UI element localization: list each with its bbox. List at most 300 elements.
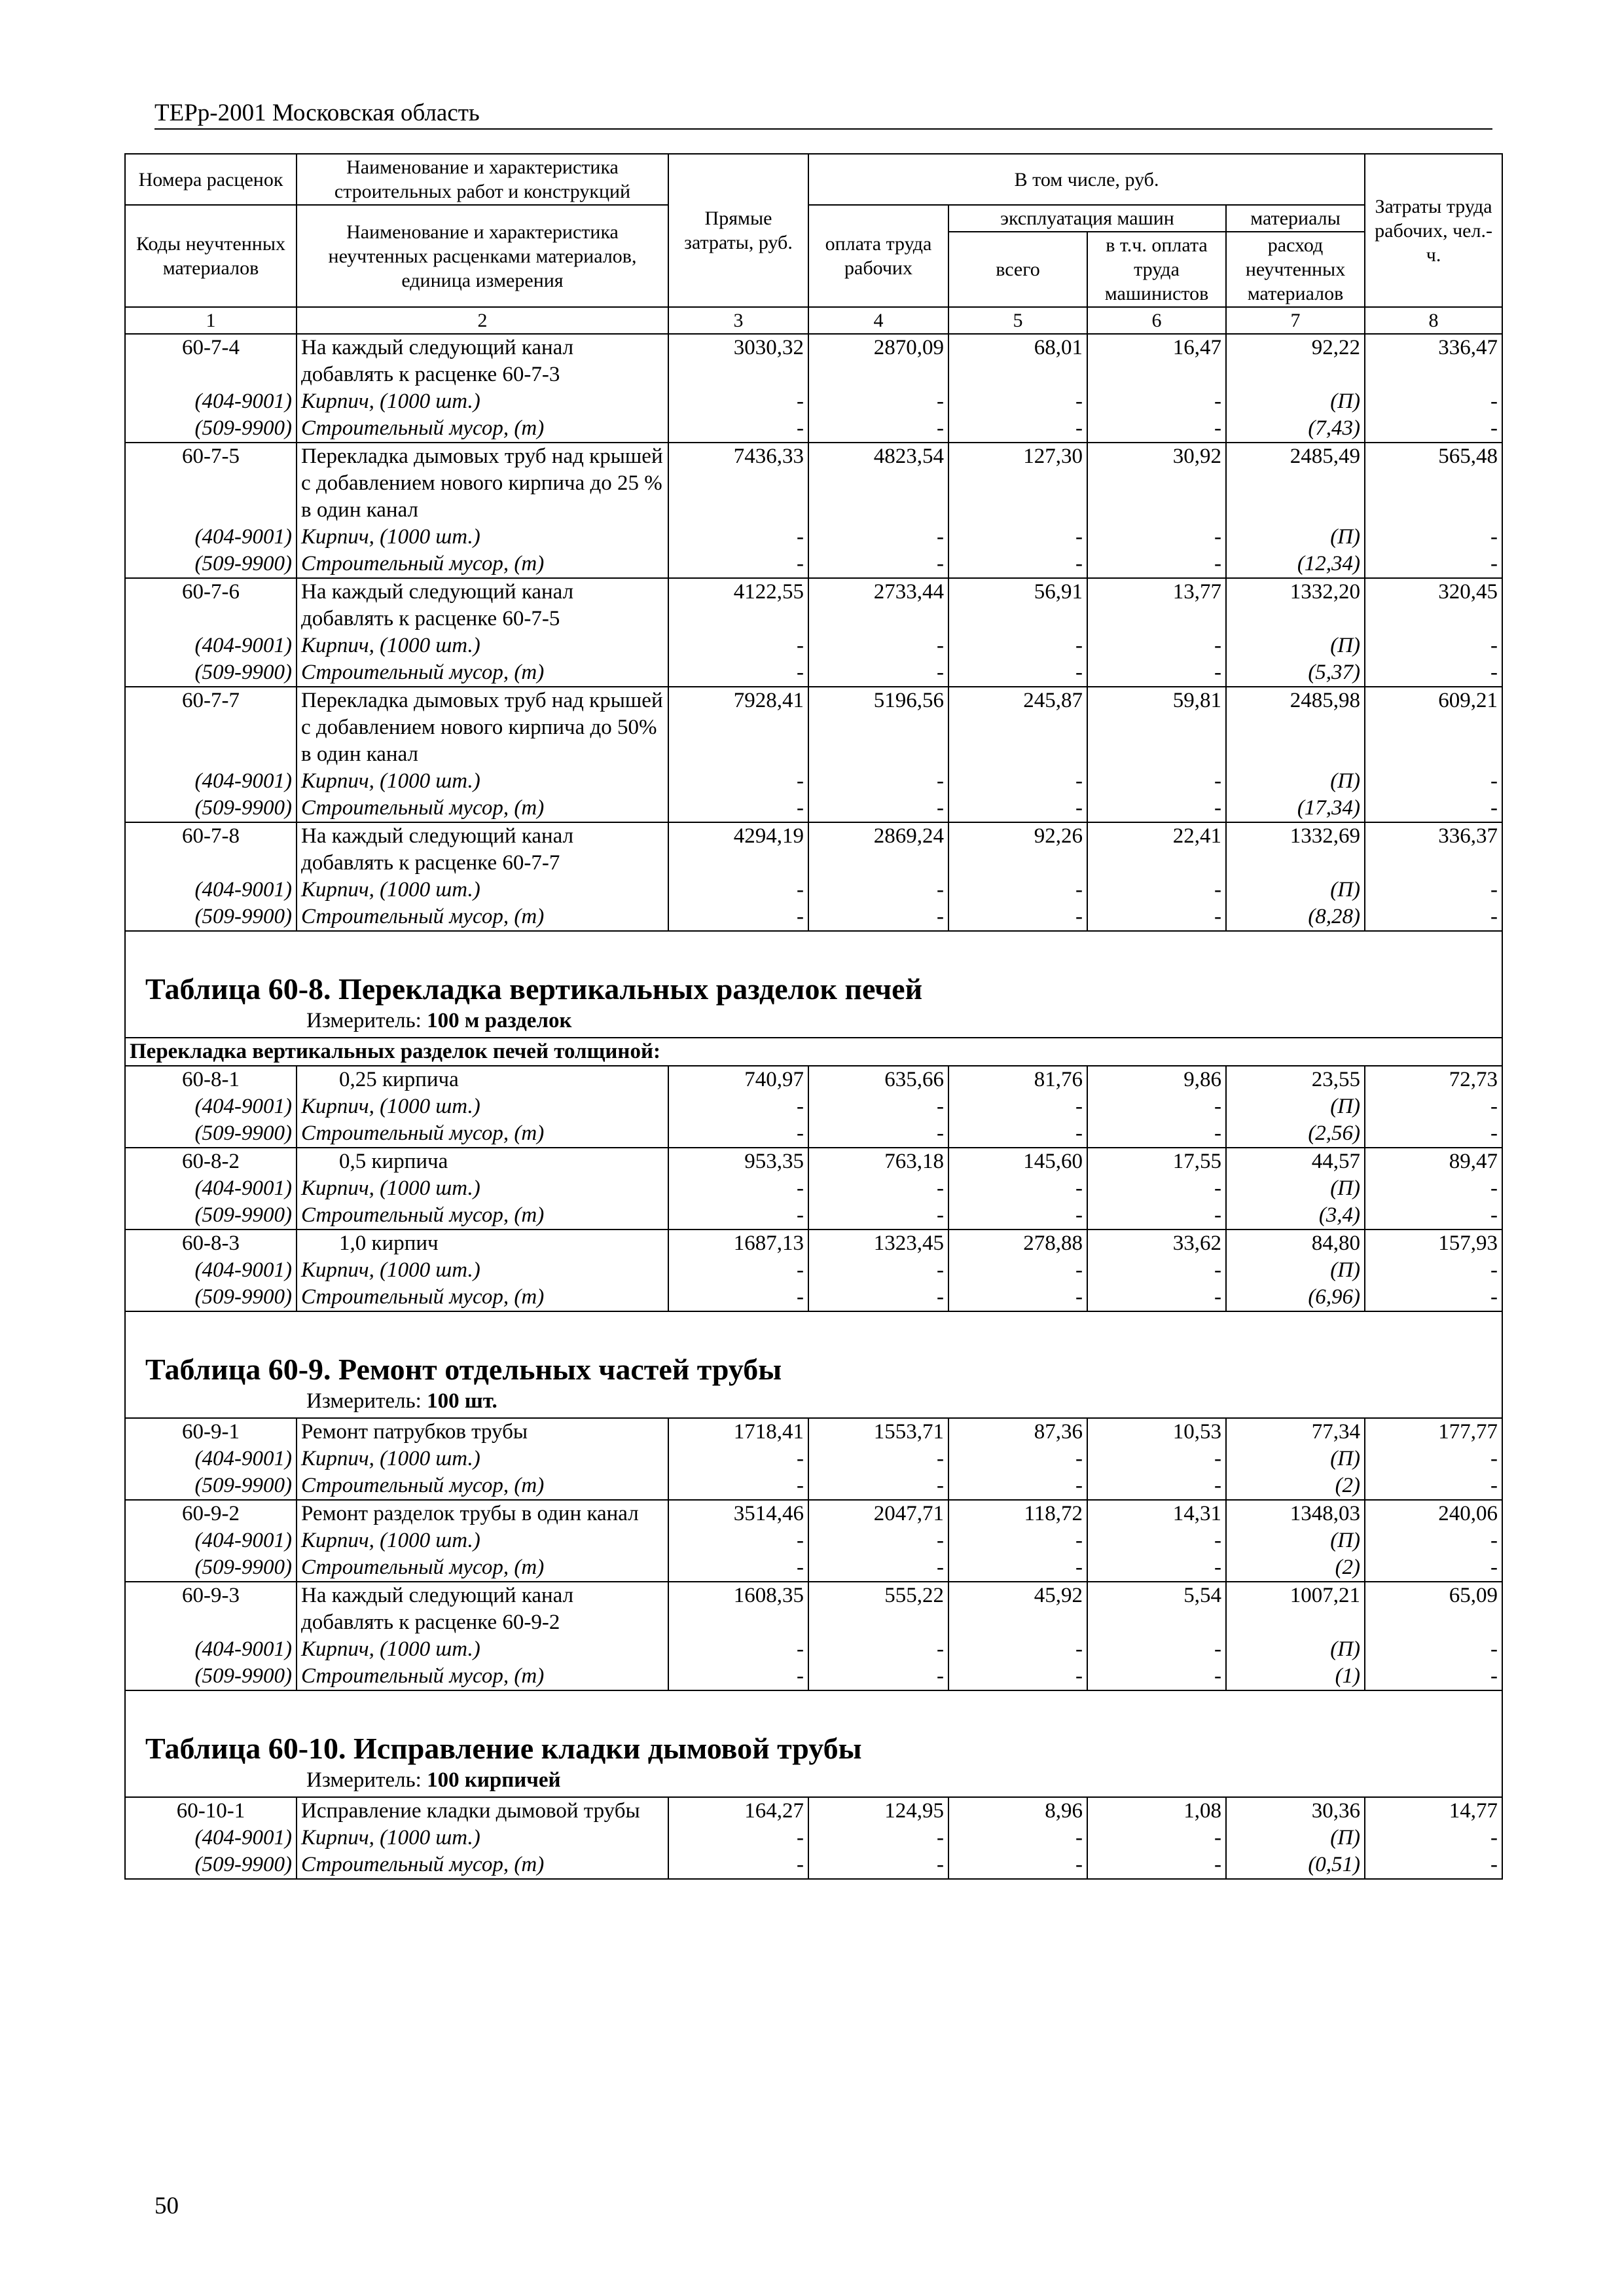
- value-cell: -: [948, 1257, 1087, 1284]
- value-cell: -: [1087, 1851, 1226, 1879]
- subheading: Перекладка вертикальных разделок печей толщиной:: [125, 1038, 1502, 1066]
- value-cell: 2485,98: [1226, 687, 1365, 768]
- value-cell: 118,72: [948, 1500, 1087, 1527]
- table-body: [125, 334, 1502, 1879]
- rate-code: 60-8-3: [125, 1230, 297, 1257]
- measure-value: 100 м разделок: [427, 1009, 572, 1032]
- material-name: Кирпич, (1000 шт.): [297, 524, 668, 551]
- value-cell: -: [1087, 877, 1226, 903]
- value-cell: 14,31: [1087, 1500, 1226, 1527]
- material-code: (404-9001): [125, 1257, 297, 1284]
- value-cell: 953,35: [668, 1148, 808, 1175]
- measure-label: Измеритель:: [306, 1389, 422, 1413]
- value-cell: 2733,44: [808, 578, 948, 632]
- value-cell: -: [808, 524, 948, 551]
- value-cell: -: [808, 1472, 948, 1500]
- value-cell: -: [668, 1851, 808, 1879]
- value-cell: -: [948, 1093, 1087, 1120]
- value-cell: 157,93: [1365, 1230, 1502, 1257]
- material-name: Строительный мусор, (т): [297, 415, 668, 443]
- value-cell: 89,47: [1365, 1148, 1502, 1175]
- material-row: [125, 1636, 1502, 1663]
- value-cell: -: [668, 632, 808, 659]
- value-cell: 87,36: [948, 1418, 1087, 1446]
- material-name: Кирпич, (1000 шт.): [297, 1636, 668, 1663]
- value-cell: -: [948, 903, 1087, 931]
- value-cell: 23,55: [1226, 1066, 1365, 1093]
- value-cell: -: [1087, 659, 1226, 687]
- value-cell: 81,76: [948, 1066, 1087, 1093]
- value-cell: -: [808, 877, 948, 903]
- value-cell: 240,06: [1365, 1500, 1502, 1527]
- col8-header: Затраты труда рабочих, чел.-ч.: [1365, 154, 1502, 307]
- value-cell: -: [1365, 903, 1502, 931]
- value-cell: 22,41: [1087, 822, 1226, 877]
- value-cell: -: [1087, 1257, 1226, 1284]
- measure-label: Измеритель:: [306, 1768, 422, 1792]
- value-cell: -: [808, 1202, 948, 1230]
- value-cell: 164,27: [668, 1797, 808, 1825]
- section-measure: [130, 1767, 1498, 1796]
- value-cell: -: [1365, 1636, 1502, 1663]
- section-measure: [130, 1388, 1498, 1417]
- rate-name: Ремонт патрубков трубы: [297, 1418, 668, 1446]
- material-row: [125, 551, 1502, 578]
- material-code: (404-9001): [125, 632, 297, 659]
- value-cell: -: [948, 1527, 1087, 1554]
- value-cell: 3514,46: [668, 1500, 808, 1527]
- rates-table: [124, 153, 1503, 1880]
- rate-code: 60-8-1: [125, 1066, 297, 1093]
- value-cell: 740,97: [668, 1066, 808, 1093]
- value-cell: -: [668, 551, 808, 578]
- value-cell: -: [948, 388, 1087, 415]
- group-header: В том числе, руб.: [808, 154, 1365, 205]
- value-cell: 145,60: [948, 1148, 1087, 1175]
- value-cell: 2870,09: [808, 334, 948, 388]
- rate-row: [125, 1797, 1502, 1825]
- rate-row: [125, 1066, 1502, 1093]
- value-cell: -: [948, 768, 1087, 795]
- value-cell: 72,73: [1365, 1066, 1502, 1093]
- value-cell: -: [1365, 1257, 1502, 1284]
- value-cell: (П): [1226, 1175, 1365, 1202]
- material-name: Строительный мусор, (т): [297, 1202, 668, 1230]
- material-code: (509-9900): [125, 1663, 297, 1690]
- value-cell: -: [808, 1446, 948, 1472]
- material-code: (509-9900): [125, 1202, 297, 1230]
- rate-name: 1,0 кирпич: [297, 1230, 668, 1257]
- value-cell: 336,37: [1365, 822, 1502, 877]
- material-code: (509-9900): [125, 1851, 297, 1879]
- col-number: 6: [1087, 307, 1226, 334]
- value-cell: -: [1087, 1527, 1226, 1554]
- value-cell: 3030,32: [668, 334, 808, 388]
- section-header: [125, 1690, 1502, 1797]
- rate-row: [125, 1230, 1502, 1257]
- value-cell: -: [1087, 551, 1226, 578]
- rate-code: 60-7-7: [125, 687, 297, 768]
- value-cell: (2,56): [1226, 1120, 1365, 1148]
- material-row: [125, 1120, 1502, 1148]
- material-name: Строительный мусор, (т): [297, 1663, 668, 1690]
- value-cell: 1348,03: [1226, 1500, 1365, 1527]
- rate-code: 60-7-5: [125, 443, 297, 524]
- value-cell: -: [1365, 768, 1502, 795]
- col-number: 5: [948, 307, 1087, 334]
- value-cell: -: [668, 1554, 808, 1582]
- col7-header: расход неучтенных материалов: [1226, 232, 1365, 307]
- value-cell: -: [1365, 551, 1502, 578]
- value-cell: -: [1087, 1472, 1226, 1500]
- value-cell: -: [1087, 524, 1226, 551]
- value-cell: 14,77: [1365, 1797, 1502, 1825]
- material-row: [125, 1825, 1502, 1851]
- value-cell: -: [948, 877, 1087, 903]
- col-number: 4: [808, 307, 948, 334]
- value-cell: -: [948, 1851, 1087, 1879]
- value-cell: -: [668, 1472, 808, 1500]
- materials-header: материалы: [1226, 205, 1365, 232]
- value-cell: 30,36: [1226, 1797, 1365, 1825]
- rate-code: 60-10-1: [125, 1797, 297, 1825]
- value-cell: 17,55: [1087, 1148, 1226, 1175]
- rate-code: 60-9-2: [125, 1500, 297, 1527]
- section-header: [125, 1311, 1502, 1418]
- material-row: [125, 1284, 1502, 1311]
- value-cell: -: [808, 388, 948, 415]
- value-cell: 1687,13: [668, 1230, 808, 1257]
- col-number: 8: [1365, 307, 1502, 334]
- value-cell: -: [808, 659, 948, 687]
- value-cell: -: [1087, 1284, 1226, 1311]
- value-cell: (П): [1226, 524, 1365, 551]
- col3-header: Прямые затраты, руб.: [668, 154, 808, 307]
- material-name: Кирпич, (1000 шт.): [297, 632, 668, 659]
- rate-name: На каждый следующий канал добавлять к расценке 60-7-5: [297, 578, 668, 632]
- value-cell: 124,95: [808, 1797, 948, 1825]
- value-cell: -: [1365, 388, 1502, 415]
- material-name: Строительный мусор, (т): [297, 795, 668, 822]
- value-cell: -: [1087, 415, 1226, 443]
- rate-name: На каждый следующий канал добавлять к расценке 60-7-3: [297, 334, 668, 388]
- material-code: (509-9900): [125, 551, 297, 578]
- table-header: [125, 154, 1502, 334]
- value-cell: -: [668, 388, 808, 415]
- value-cell: 5196,56: [808, 687, 948, 768]
- material-row: [125, 632, 1502, 659]
- material-row: [125, 1175, 1502, 1202]
- col2-bottom-header: Наименование и характеристика неучтенных расценками материалов, единица измерения: [297, 205, 668, 307]
- value-cell: (7,43): [1226, 415, 1365, 443]
- col1-bottom-header: Коды неучтенных материалов: [125, 205, 297, 307]
- value-cell: -: [808, 415, 948, 443]
- material-name: Строительный мусор, (т): [297, 551, 668, 578]
- value-cell: 13,77: [1087, 578, 1226, 632]
- value-cell: 2047,71: [808, 1500, 948, 1527]
- material-name: Кирпич, (1000 шт.): [297, 877, 668, 903]
- value-cell: -: [1365, 1554, 1502, 1582]
- value-cell: -: [668, 1175, 808, 1202]
- value-cell: -: [1087, 1554, 1226, 1582]
- material-name: Строительный мусор, (т): [297, 1472, 668, 1500]
- value-cell: -: [948, 524, 1087, 551]
- value-cell: 4823,54: [808, 443, 948, 524]
- value-cell: -: [1365, 1472, 1502, 1500]
- value-cell: (8,28): [1226, 903, 1365, 931]
- value-cell: -: [668, 1257, 808, 1284]
- value-cell: -: [668, 903, 808, 931]
- value-cell: -: [808, 1284, 948, 1311]
- value-cell: -: [668, 768, 808, 795]
- value-cell: -: [1087, 1120, 1226, 1148]
- material-row: [125, 524, 1502, 551]
- value-cell: 1332,69: [1226, 822, 1365, 877]
- value-cell: -: [948, 1120, 1087, 1148]
- section-header-row: [125, 931, 1502, 1038]
- value-cell: -: [808, 1825, 948, 1851]
- value-cell: -: [948, 1175, 1087, 1202]
- value-cell: (П): [1226, 1636, 1365, 1663]
- material-name: Строительный мусор, (т): [297, 903, 668, 931]
- value-cell: 1718,41: [668, 1418, 808, 1446]
- rate-row: [125, 1418, 1502, 1446]
- material-code: (509-9900): [125, 659, 297, 687]
- value-cell: 2485,49: [1226, 443, 1365, 524]
- value-cell: -: [808, 632, 948, 659]
- value-cell: (12,34): [1226, 551, 1365, 578]
- value-cell: -: [668, 1120, 808, 1148]
- material-code: (509-9900): [125, 1120, 297, 1148]
- value-cell: -: [1365, 1446, 1502, 1472]
- value-cell: -: [808, 1527, 948, 1554]
- value-cell: 9,86: [1087, 1066, 1226, 1093]
- material-row: [125, 1851, 1502, 1879]
- material-code: (404-9001): [125, 1175, 297, 1202]
- section-title: Таблица 60-9. Ремонт отдельных частей трубы: [145, 1353, 782, 1386]
- material-code: (404-9001): [125, 1093, 297, 1120]
- rate-row: [125, 687, 1502, 768]
- value-cell: -: [948, 1202, 1087, 1230]
- value-cell: -: [668, 1284, 808, 1311]
- value-cell: -: [948, 659, 1087, 687]
- value-cell: -: [668, 524, 808, 551]
- value-cell: -: [668, 1663, 808, 1690]
- value-cell: 763,18: [808, 1148, 948, 1175]
- value-cell: -: [1087, 795, 1226, 822]
- value-cell: -: [1365, 1175, 1502, 1202]
- material-code: (404-9001): [125, 1446, 297, 1472]
- rate-code: 60-7-8: [125, 822, 297, 877]
- section-measure: [130, 1008, 1498, 1037]
- rate-row: [125, 1500, 1502, 1527]
- value-cell: -: [668, 1825, 808, 1851]
- rate-name: На каждый следующий канал добавлять к расценке 60-9-2: [297, 1582, 668, 1636]
- value-cell: -: [1365, 1202, 1502, 1230]
- rate-name: Перекладка дымовых труб над крышей с добавлением нового кирпича до 50% в один канал: [297, 687, 668, 768]
- value-cell: (3,4): [1226, 1202, 1365, 1230]
- value-cell: -: [808, 1257, 948, 1284]
- value-cell: -: [1087, 388, 1226, 415]
- material-name: Кирпич, (1000 шт.): [297, 1825, 668, 1851]
- value-cell: -: [808, 1093, 948, 1120]
- value-cell: -: [808, 1120, 948, 1148]
- value-cell: -: [1087, 1446, 1226, 1472]
- material-row: [125, 659, 1502, 687]
- material-code: (509-9900): [125, 903, 297, 931]
- col6-header: в т.ч. оплата труда машинистов: [1087, 232, 1226, 307]
- value-cell: -: [948, 1446, 1087, 1472]
- material-name: Кирпич, (1000 шт.): [297, 1093, 668, 1120]
- value-cell: -: [808, 768, 948, 795]
- material-code: (509-9900): [125, 1472, 297, 1500]
- section-title: Таблица 60-8. Перекладка вертикальных разделок печей: [145, 972, 923, 1006]
- value-cell: 1332,20: [1226, 578, 1365, 632]
- rate-row: [125, 443, 1502, 524]
- value-cell: -: [948, 795, 1087, 822]
- material-code: (509-9900): [125, 795, 297, 822]
- rate-code: 60-8-2: [125, 1148, 297, 1175]
- value-cell: -: [1087, 1202, 1226, 1230]
- value-cell: -: [1365, 1825, 1502, 1851]
- material-code: (404-9001): [125, 877, 297, 903]
- material-row: [125, 1472, 1502, 1500]
- value-cell: -: [808, 795, 948, 822]
- col-number: 1: [125, 307, 297, 334]
- value-cell: -: [1365, 524, 1502, 551]
- value-cell: -: [948, 1472, 1087, 1500]
- value-cell: 245,87: [948, 687, 1087, 768]
- material-name: Строительный мусор, (т): [297, 1284, 668, 1311]
- rate-name: На каждый следующий канал добавлять к расценке 60-7-7: [297, 822, 668, 877]
- value-cell: -: [1365, 1093, 1502, 1120]
- value-cell: 56,91: [948, 578, 1087, 632]
- rate-code: 60-9-1: [125, 1418, 297, 1446]
- value-cell: -: [808, 903, 948, 931]
- value-cell: 127,30: [948, 443, 1087, 524]
- material-name: Строительный мусор, (т): [297, 1120, 668, 1148]
- measure-value: 100 кирпичей: [427, 1768, 561, 1792]
- value-cell: -: [808, 1851, 948, 1879]
- value-cell: (П): [1226, 1446, 1365, 1472]
- rate-code: 60-7-4: [125, 334, 297, 388]
- value-cell: 555,22: [808, 1582, 948, 1636]
- value-cell: (П): [1226, 1527, 1365, 1554]
- value-cell: (П): [1226, 1257, 1365, 1284]
- material-code: (404-9001): [125, 1636, 297, 1663]
- value-cell: (2): [1226, 1554, 1365, 1582]
- material-name: Кирпич, (1000 шт.): [297, 1527, 668, 1554]
- material-name: Кирпич, (1000 шт.): [297, 768, 668, 795]
- col2-top-header: Наименование и характеристика строительных работ и конструкций: [297, 154, 668, 205]
- value-cell: -: [1365, 1120, 1502, 1148]
- value-cell: -: [948, 1554, 1087, 1582]
- value-cell: 7436,33: [668, 443, 808, 524]
- material-row: [125, 388, 1502, 415]
- material-name: Кирпич, (1000 шт.): [297, 1257, 668, 1284]
- machines-header: эксплуатация машин: [948, 205, 1226, 232]
- value-cell: -: [1365, 1851, 1502, 1879]
- material-row: [125, 877, 1502, 903]
- subheading-row: [125, 1038, 1502, 1066]
- value-cell: 7928,41: [668, 687, 808, 768]
- material-row: [125, 1554, 1502, 1582]
- col1-top-header: Номера расценок: [125, 154, 297, 205]
- rate-name: 0,5 кирпича: [297, 1148, 668, 1175]
- value-cell: 4294,19: [668, 822, 808, 877]
- value-cell: -: [1365, 1527, 1502, 1554]
- value-cell: 320,45: [1365, 578, 1502, 632]
- measure-value: 100 шт.: [427, 1389, 497, 1413]
- col5-header: всего: [948, 232, 1087, 307]
- rate-name: Исправление кладки дымовой трубы: [297, 1797, 668, 1825]
- value-cell: -: [668, 1093, 808, 1120]
- value-cell: -: [1087, 1663, 1226, 1690]
- rate-row: [125, 822, 1502, 877]
- value-cell: 44,57: [1226, 1148, 1365, 1175]
- value-cell: 336,47: [1365, 334, 1502, 388]
- value-cell: -: [668, 877, 808, 903]
- value-cell: -: [1087, 632, 1226, 659]
- material-name: Строительный мусор, (т): [297, 1851, 668, 1879]
- value-cell: 1553,71: [808, 1418, 948, 1446]
- value-cell: -: [668, 1202, 808, 1230]
- rate-row: [125, 1582, 1502, 1636]
- value-cell: -: [1087, 1636, 1226, 1663]
- material-name: Кирпич, (1000 шт.): [297, 1446, 668, 1472]
- value-cell: 2869,24: [808, 822, 948, 877]
- rate-row: [125, 1148, 1502, 1175]
- value-cell: -: [1365, 1663, 1502, 1690]
- value-cell: (П): [1226, 768, 1365, 795]
- value-cell: 33,62: [1087, 1230, 1226, 1257]
- value-cell: 5,54: [1087, 1582, 1226, 1636]
- value-cell: -: [668, 1527, 808, 1554]
- value-cell: -: [668, 659, 808, 687]
- rate-name: Перекладка дымовых труб над крышей с добавлением нового кирпича до 25 % в один канал: [297, 443, 668, 524]
- material-row: [125, 1663, 1502, 1690]
- material-code: (404-9001): [125, 1825, 297, 1851]
- value-cell: -: [668, 415, 808, 443]
- rate-row: [125, 334, 1502, 388]
- material-code: (509-9900): [125, 415, 297, 443]
- value-cell: -: [1365, 1284, 1502, 1311]
- material-code: (509-9900): [125, 1554, 297, 1582]
- value-cell: -: [808, 1636, 948, 1663]
- value-cell: -: [948, 415, 1087, 443]
- material-name: Строительный мусор, (т): [297, 1554, 668, 1582]
- rate-code: 60-9-3: [125, 1582, 297, 1636]
- value-cell: 609,21: [1365, 687, 1502, 768]
- value-cell: -: [1365, 795, 1502, 822]
- section-header: [125, 931, 1502, 1038]
- section-title: Таблица 60-10. Исправление кладки дымовой трубы: [145, 1732, 862, 1765]
- value-cell: 45,92: [948, 1582, 1087, 1636]
- value-cell: 635,66: [808, 1066, 948, 1093]
- section-header-row: [125, 1690, 1502, 1797]
- value-cell: (1): [1226, 1663, 1365, 1690]
- value-cell: (0,51): [1226, 1851, 1365, 1879]
- col-number: 3: [668, 307, 808, 334]
- material-code: (404-9001): [125, 388, 297, 415]
- value-cell: (П): [1226, 877, 1365, 903]
- value-cell: (П): [1226, 1093, 1365, 1120]
- value-cell: -: [948, 632, 1087, 659]
- material-code: (404-9001): [125, 768, 297, 795]
- value-cell: (П): [1226, 388, 1365, 415]
- section-header-row: [125, 1311, 1502, 1418]
- value-cell: -: [948, 1284, 1087, 1311]
